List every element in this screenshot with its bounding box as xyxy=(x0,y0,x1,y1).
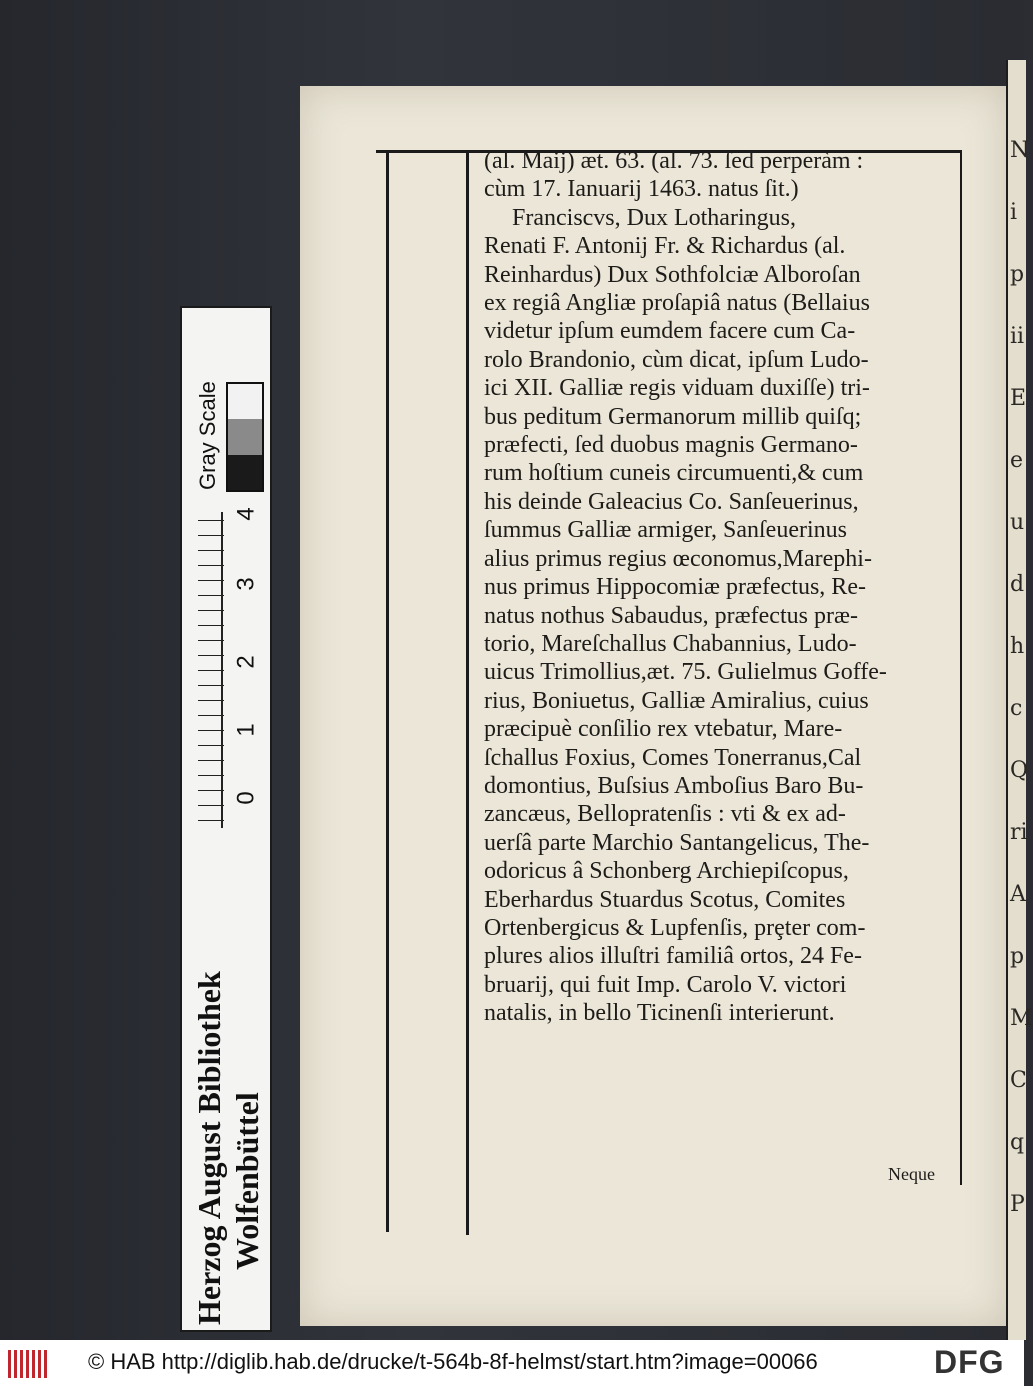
adjacent-page-letter: E xyxy=(1010,386,1027,411)
adjacent-page-letter: p xyxy=(1010,262,1025,287)
adjacent-page-letter: P xyxy=(1010,1192,1025,1217)
text-line: rum hoſtium cuneis circumuenti,& cum xyxy=(484,460,864,487)
adjacent-page-letter: C xyxy=(1010,1068,1027,1093)
text-line: alius primus regius œconomus,Marephi- xyxy=(484,545,872,572)
ruler-number-2: 2 xyxy=(232,655,260,669)
gray-swatch xyxy=(228,419,262,454)
gray-scale-label: Gray Scale xyxy=(195,381,220,490)
copyright-link[interactable]: © HAB http://diglib.hab.de/drucke/t-564b-8f-helmst/start.htm?image=00066 xyxy=(88,1349,818,1374)
text-line: Reinhardus) Dux Sothfolciæ Alboroſan xyxy=(484,261,861,288)
text-line: domontius, Buſsius Amboſius Baro Bu- xyxy=(484,772,864,799)
text-line: rolo Brandonio, cùm dicat, ipſum Ludo- xyxy=(484,346,869,373)
adjacent-page-letter: u xyxy=(1010,510,1025,535)
dfg-logo: DFG xyxy=(934,1344,1005,1380)
text-line: præfecti, ſed duobus magnis Germano- xyxy=(484,432,858,459)
adjacent-page-letter: e xyxy=(1010,448,1024,473)
text-line: (al. Maij) æt. 63. (al. 73. ſed perperàm : xyxy=(484,148,864,174)
adjacent-page-letter: p xyxy=(1010,944,1025,969)
text-line: bus peditum Germanorum millib quiſq; xyxy=(484,403,862,430)
text-line: natalis, in bello Ticinenſi interierunt. xyxy=(484,1000,835,1027)
adjacent-page-letter: M xyxy=(1010,1006,1033,1031)
adjacent-page-edge xyxy=(1006,60,1033,1340)
ruler-number-1: 1 xyxy=(232,723,260,737)
page-body-text xyxy=(484,147,964,1028)
text-line: ici XII. Galliæ regis viduam duxiſſe) tri- xyxy=(484,375,870,402)
text-line: cùm 17. Ianuarij 1463. natus ſit.) xyxy=(484,176,799,203)
ruler-number-3: 3 xyxy=(232,577,260,591)
text-line: his deinde Galeacius Co. Sanſeuerinus, xyxy=(484,488,859,515)
text-line: præcipuè conſilio rex vtebatur, Mare- xyxy=(484,716,843,743)
barcode-icon xyxy=(8,1350,48,1378)
adjacent-page-letter: c xyxy=(1010,696,1023,721)
ruler-number-4: 4 xyxy=(232,507,260,521)
text-line: natus nothus Sabaudus, præfectus præ- xyxy=(484,602,858,629)
text-line: Franciscvs, Dux Lotharingus, xyxy=(512,204,796,231)
ruler-ticks xyxy=(198,520,224,822)
adjacent-page-letter: q xyxy=(1010,1130,1025,1155)
text-line: rius, Boniuetus, Galliæ Amiralius, cuius xyxy=(484,687,869,714)
ruler-institution-label xyxy=(190,971,266,1325)
text-line: bruarij, qui fuit Imp. Carolo V. victori xyxy=(484,971,847,998)
catchword: Neque xyxy=(888,1164,935,1184)
text-line: ex regiâ Angliæ proſapiâ natus (Bellaius xyxy=(484,290,870,317)
text-line: Ortenbergicus & Lupfenſis, prȩter com- xyxy=(484,914,866,941)
adjacent-page-letter: d xyxy=(1010,572,1025,597)
adjacent-page-letter: ii xyxy=(1010,324,1025,349)
text-line: plures alios illuſtri familiâ ortos, 24 Fe- xyxy=(484,943,862,970)
text-line: uerſâ parte Marchio Santangelicus, The- xyxy=(484,829,870,856)
adjacent-page-letter: ri xyxy=(1010,820,1028,845)
page-frame-left-rule xyxy=(386,150,389,1232)
gray-swatch xyxy=(228,384,262,419)
text-line: videtur ipſum eumdem facere cum Ca- xyxy=(484,318,856,345)
adjacent-page-letter: A xyxy=(1010,882,1026,907)
text-line: torio, Mareſchallus Chabannius, Ludo- xyxy=(484,630,857,657)
gray-scale-swatches xyxy=(226,382,264,492)
ruler-institution-line1: Herzog August Bibliothek xyxy=(191,971,227,1325)
adjacent-page-letter: h xyxy=(1010,634,1025,659)
text-line: odoricus â Schonberg Archiepiſcopus, xyxy=(484,858,849,885)
text-line: nus primus Hippocomiæ præfectus, Re- xyxy=(484,574,866,601)
page-frame-inner-rule xyxy=(466,150,469,1235)
text-line: ſchallus Foxius, Comes Tonerranus,Cal xyxy=(484,744,862,771)
adjacent-page-letter: i xyxy=(1010,200,1018,225)
text-line: zancæus, Bellopratenſis : vti & ex ad- xyxy=(484,801,846,828)
text-line: Renati F. Antonij Fr. & Richardus (al. xyxy=(484,233,846,260)
text-line: uicus Trimollius,æt. 75. Gulielmus Goffe- xyxy=(484,659,887,686)
ruler-number-0: 0 xyxy=(232,791,260,805)
adjacent-page-letter: Q xyxy=(1010,758,1029,783)
text-line: Eberhardus Stuardus Scotus, Comites xyxy=(484,886,846,913)
adjacent-page-letter: N xyxy=(1010,138,1030,163)
text-line: ſummus Galliæ armiger, Sanſeuerinus xyxy=(484,517,847,544)
gray-swatch xyxy=(228,455,262,490)
ruler-institution-line2: Wolfenbüttel xyxy=(229,1092,265,1270)
